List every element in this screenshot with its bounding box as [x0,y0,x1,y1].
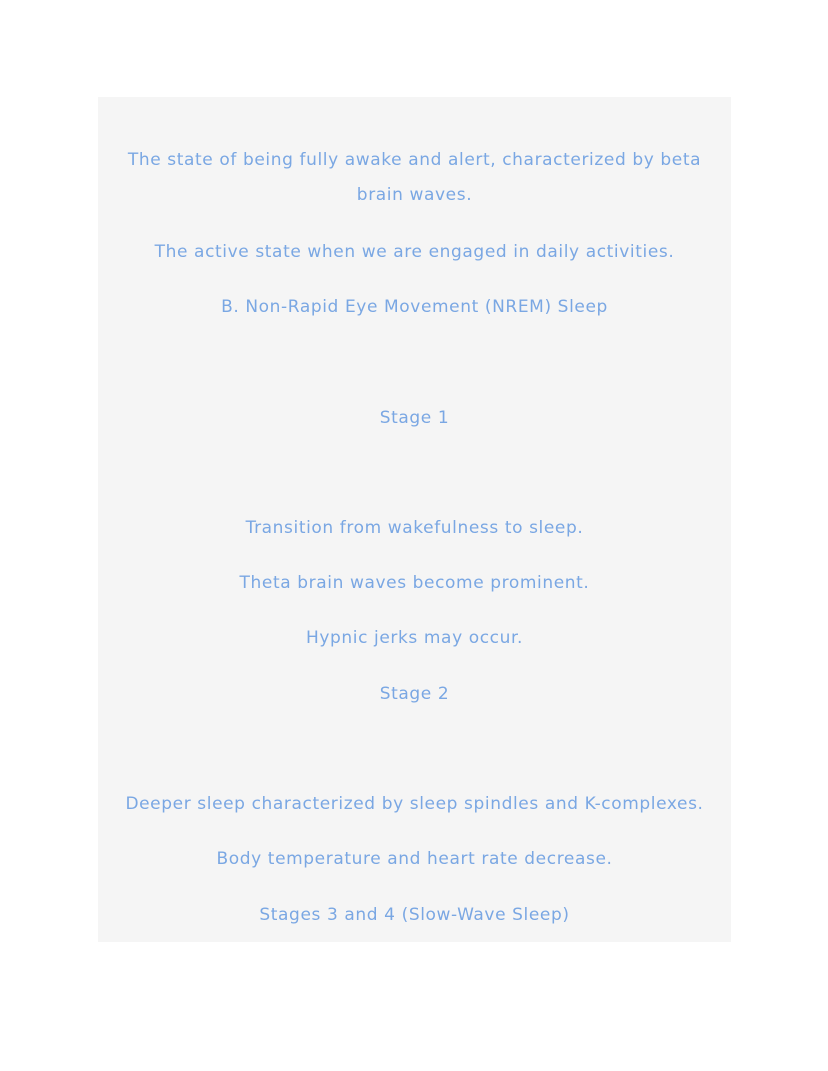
stage-1-item-hypnic: Hypnic jerks may occur. [305,628,524,648]
stage-1-item-transition: Transition from wakefulness to sleep. [245,518,584,538]
stage-1-item-theta: Theta brain waves become prominent. [239,573,590,593]
document-card [98,97,731,942]
nrem-heading: B. Non-Rapid Eye Movement (NREM) Sleep [221,297,608,317]
stage-1-heading: Stage 1 [379,408,450,428]
wakefulness-definition: The state of being fully awake and alert, characterized by beta brain waves. [127,150,702,205]
wakefulness-description: The active state when we are engaged in daily activities. [154,242,675,262]
stage-2-item-spindles: Deeper sleep characterized by sleep spindles and K-complexes. [125,794,704,814]
stages-3-4-heading: Stages 3 and 4 (Slow-Wave Sleep) [259,905,570,925]
stage-2-item-temperature: Body temperature and heart rate decrease. [216,849,613,869]
stage-2-heading: Stage 2 [379,684,450,704]
